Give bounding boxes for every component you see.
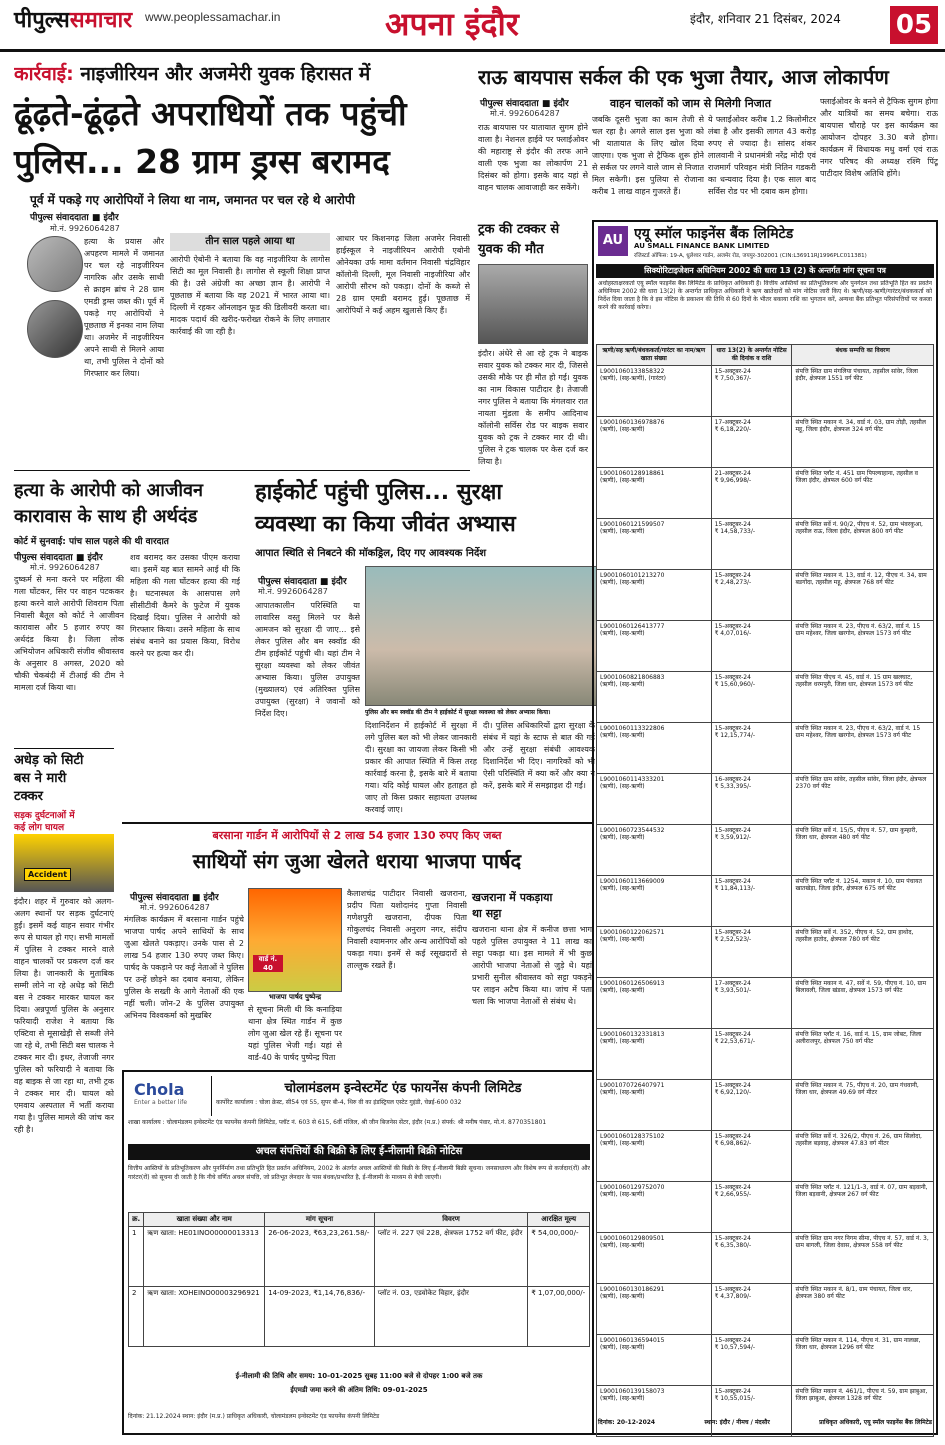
rau-subhead: वाहन चालकों को जाम से मिलेगी निजात: [610, 97, 771, 110]
chola-tagline: Enter a better life: [134, 1099, 188, 1106]
chola-cell-number: 2: [129, 1287, 144, 1347]
lead-col-2: आरोपी ऐबोनी ने बताया कि वह नाइजीरिया के लागोस सिटी का मूल निवासी है। लागोस से स्कूली शिक्षा प्राप्त की है। उसे अंग्रेजी का अच्छा ज्ञान है। आरोपी ने पूछताछ में बताया कि वह 2021 में भारत आया था। दिल्ली में रहकर ऑनलाइन फूड की डिलीवरी करता था। मादक पदार्थ की खरीद-फरोख्त रोकने के लिए लगातार कार्रवाई की जा रही है।: [170, 255, 330, 336]
au-notice-date: 17-अक्टूबर-24: [714, 418, 751, 426]
au-notice-date: 15-अक्टूबर-24: [714, 928, 751, 936]
au-cell-notice: [711, 518, 792, 569]
table-row: [597, 1079, 934, 1130]
councillor-photo: [248, 888, 342, 992]
au-cell-notice: [711, 365, 792, 416]
au-cell-borrower: [597, 722, 712, 773]
au-cell-notice: [711, 1028, 792, 1079]
au-notice-amount: ₹ 15,60,960/-: [714, 681, 756, 689]
accident-sub-1: सड़क दुर्घटनाओं में: [14, 811, 75, 821]
au-notice-amount: ₹ 11,84,113/-: [714, 885, 756, 893]
gamble-col-3: कैलाशचंद्र पाटीदार निवासी खजराना, प्रदीप पिता यशोदानंद गुप्ता निवासी गणेशपुरी खजराना, दीपक पिता गोकुलचंद निवासी अनुराग नगर, संदीप निवासी श्यामनगर और अन्य आरोपियों को पकड़ा गया। इनमें से कई रसूखदारों से ताल्लुक रखते हैं।: [347, 889, 467, 970]
lead-mobile: मो.नं. 9926064287: [50, 224, 120, 233]
rau-col-4: फ्लाईओवर के बनने से ट्रैफिक सुगम होगा और यात्रियों का समय बचेगा। राऊ बायपास चौराहे पर इस कार्यक्रम का आयोजन दोपहर 3.30 बजे होगा। कार्यक्रम में विधायक मधु वर्मा एवं राऊ नगर परिषद की अध्यक्ष रश्मि पिंटू पाटीदार विशेष अतिथि होंगे।: [820, 97, 938, 178]
au-cell-notice: [711, 467, 792, 518]
au-account-number: L9001060128375102: [600, 1132, 665, 1140]
au-borrower-names: (ऋणी), (सह-ऋणी): [600, 1395, 645, 1403]
au-cell-notice: [711, 620, 792, 671]
au-notice-date: 15-अक्टूबर-24: [714, 877, 751, 885]
au-borrower-names: (ऋणी), (सह-ऋणी): [600, 783, 645, 791]
gamble-headline: साथियों संग जुआ खेलते धराया भाजपा पार्षद: [192, 849, 522, 873]
au-cell-borrower: [597, 1079, 712, 1130]
au-cell-property: संपत्ति स्थित ग्राम सांवेर, तहसील सांवेर, जिला इंदौर, क्षेत्रफल 2370 वर्ग फीट: [792, 773, 934, 824]
accident-sign: Accident: [24, 868, 71, 881]
au-notice-amount: ₹ 4,07,016/-: [714, 630, 752, 638]
au-cell-property: संपत्ति स्थित मकान नं. 13, वार्ड नं. 12, पीएच नं. 34, ग्राम बडगोंदा, तहसील महू, क्षेत्रफल 768 वर्ग फीट: [792, 569, 934, 620]
au-cell-borrower: [597, 671, 712, 722]
chola-header-cell: विवरण: [374, 1213, 528, 1227]
au-notice-date: 15-अक्टूबर-24: [714, 622, 751, 630]
au-account-number: L9001060133858322: [600, 367, 665, 375]
divider: [122, 822, 592, 824]
au-cell-notice: [711, 1079, 792, 1130]
gamble-mobile: मो.नं. 9926064287: [140, 903, 210, 912]
rau-col-2: जबकि दूसरी भुजा का काम तेजी से चल रहा है। अगले साल इस भुजा को भी यातायात के लिए खोल दिया जाएगा। एक भुजा से ट्रैफिक शुरू होने से सर्कल पर लगने वाले जाम से निजात मिल सकेगी। इस पुलिया से रोजाना करीब 1 लाख वाहन गुजरते हैं।: [592, 115, 704, 196]
table-row: [597, 569, 934, 620]
au-notice-date: 15-अक्टूबर-24: [714, 367, 751, 375]
au-borrower-names: (ऋणी), (सह-ऋणी): [600, 885, 645, 893]
au-header-cell: बंधक सम्पत्ति का विवरण: [792, 345, 934, 366]
au-account-number: L9001060121599507: [600, 520, 665, 528]
divider: [14, 470, 470, 471]
au-cell-notice: [711, 569, 792, 620]
accident-photo: [14, 834, 114, 892]
chola-header-cell: क्र.: [129, 1213, 144, 1227]
chola-cell-reserve: ₹ 1,07,00,000/-: [528, 1287, 590, 1347]
murder-byline: पीपुल्स संवाददाता ■ इंदौर: [14, 553, 103, 563]
gamble-byline: पीपुल्स संवाददाता ■ इंदौर: [130, 893, 219, 903]
au-cell-notice: [711, 671, 792, 722]
table-row: [597, 1232, 934, 1283]
hc-subhead: आपात स्थिति से निबटने की मॉकड्रिल, दिए गए आवश्यक निर्देश: [255, 548, 487, 559]
hc-drill-photo: [365, 566, 597, 706]
au-account-number: L9001060139158073: [600, 1387, 665, 1395]
hc-mobile: मो.नं. 9926064287: [258, 587, 328, 596]
page-number: 05: [890, 6, 938, 44]
au-account-number: L9001060130186291: [600, 1285, 665, 1293]
au-account-number: L9001060101213270: [600, 571, 665, 579]
au-account-number: L9001060821806883: [600, 673, 665, 681]
au-account-number: L9001060128918861: [600, 469, 665, 477]
gamble-col-2: से सूचना मिली थी कि कनाड़िया थाना क्षेत्र स्थित गार्डन में कुछ लोग जुआ खेल रहे हैं। सूचना पर यहां पुलिस भेजी गई। यहां से वार्ड-40 के पार्षद पुष्पेन्द्र पिता: [248, 1005, 342, 1062]
au-notice-amount: ₹ 10,57,594/-: [714, 1344, 756, 1352]
accident-body: इंदौर। शहर में गुरुवार को अलग-अलग स्थानों पर सड़क दुर्घटनाएं हुईं। इसमें कई वाहन सवार गंभीर रूप से घायल हो गए। सभी मामलों में पुलिस ने टक्कर मारने वाले वाहन चालकों पर प्रकरण दर्ज कर लिया है। जानकारी के मुताबिक सम्मी लोने ना रहे अधेड़ को सिटी बस ने टक्कर मारकर घायल कर दिया। अन्नपूर्णा पुलिस के अनुसार फरियादी राजेश ने बताया कि एक्टिवा से मूसाखेड़ी से सब्जी लेने जा रहे थे, तभी सिटी बस चालक ने टक्कर मार दी। इधर, तेजाजी नगर पुलिस को फरियादी ने बताया कि वह बाइक से जा रहा था, तभी ट्रक ने टक्कर मार दी। घायल को एमवाय अस्पताल में भर्ती कराया गया है। पुलिस मामले की जांच कर रही है।: [14, 897, 114, 1134]
logo-brand: पीपुल्स: [14, 8, 70, 33]
au-cell-borrower: [597, 1130, 712, 1181]
au-notice-date: 15-अक्टूबर-24: [714, 1132, 751, 1140]
hc-caption: पुलिस और बम स्क्वॉड की टीम ने हाईकोर्ट में सुरक्षा व्यवस्था को लेकर अभ्यास किया।: [365, 709, 551, 716]
table-row: [597, 671, 934, 722]
lead-subhead: पूर्व में पकड़े गए आरोपियों ने लिया था नाम, जमानत पर चल रहे थे आरोपी: [30, 193, 355, 207]
rau-col-1: राऊ बायपास पर यातायात सुगम होने वाला है। नेशनल हाईवे पर फ्लाईओवर की महाराष्ट्र से इंदौर की तरफ आने वाली एक भुजा का लोकार्पण 21 दिसंबर को होगा। इसके बाद यहां से वाहन चालक आवाजाही कर सकेंगे।: [478, 123, 588, 192]
chola-title: चोलामंडलम इन्वेस्टमेंट एंड फायनेंस कंपनी लिमिटेड: [284, 1081, 522, 1096]
au-account-number: L9001060122062571: [600, 928, 665, 936]
table-row: [597, 365, 934, 416]
au-bank-name: एयू स्मॉल फाइनेंस बैंक लिमिटेड: [634, 226, 794, 242]
accident-sub-2: कई लोग घायल: [14, 823, 65, 833]
au-cell-property: संपत्ति स्थित मकान नं. 23, पीएच नं. 63/2, वार्ड नं. 15 ग्राम महेश्वर, जिला खरगोन, क्षेत्रफल 1573 वर्ग फीट: [792, 620, 934, 671]
au-cell-borrower: [597, 620, 712, 671]
au-cell-notice: [711, 824, 792, 875]
section-title: अपना इंदौर: [385, 5, 519, 43]
table-row: [597, 926, 934, 977]
au-account-number: L9001060113669009: [600, 877, 665, 885]
table-row: [129, 1227, 590, 1287]
au-bank-name-en: AU SMALL FINANCE BANK LIMITED: [634, 242, 770, 250]
rau-col-3: ये फ्लाईओवर करीब 1.2 किलोमीटर लंबा है और इसकी लागत 43 करोड़ रुपए से ज्यादा है। सांसद शंकर लालवानी ने प्रधानमंत्री नरेंद्र मोदी एवं राजमार्ग परिवहन मंत्री नितिन गडकरी का धन्यवाद दिया है। एक साल बाद सर्विस रोड पर भी दबाव कम होगा।: [708, 115, 816, 196]
chola-table: [128, 1212, 590, 1347]
au-cell-property: संपत्ति स्थित मकान नं. 461/1, पीएच नं. 59, ग्राम झाबुआ, जिला झाबुआ, क्षेत्रफल 1328 वर्ग फीट: [792, 1385, 934, 1436]
au-notice-amount: ₹ 2,66,955/-: [714, 1191, 752, 1199]
chola-header-cell: आरक्षित मूल्य: [528, 1213, 590, 1227]
chola-intro: वित्तीय आस्तियों के प्रतिभूतिकरण और पुनर्निर्माण तथा प्रतिभूति हित प्रवर्तन अधिनियम, 2002 के अंतर्गत अचल आस्तियों की बिक्री के लिए ई-नीलामी बिक्री सूचना। जनसाधारण और विशेष रूप से कर्जदार(रों) और गारंटर(रों) को सूचना दी जाती है कि नीचे वर्णित अचल संपत्ति, जो प्रतिभूत लेनदार के पास बंधक/प्रभारित है, ई-नीलामी के माध्यम से बेची जाएगी।: [128, 1165, 590, 1181]
au-notice-date: 15-अक्टूबर-24: [714, 673, 751, 681]
gamble-col-4: खजराना थाना क्षेत्र में कनीज छत्ता भाग पहले पुलिस उपायुक्त ने 11 लाख का सट्टा पकड़ा था। इस मामले में भी कुछ आरोपी भाजपा नेताओं से जुड़े थे। यहां प्रभारी सुनील श्रीवास्तव को सट्टा पकड़ने पर लाइन अटैच किया था। जांच में पता चला कि भाजपा नेताओं से संबंध थे।: [472, 925, 592, 1006]
ward-badge: वार्ड नं. 40: [253, 955, 283, 972]
au-account-number: L9001060129752070: [600, 1183, 665, 1191]
hc-byline: पीपुल्स संवाददाता ■ इंदौर: [258, 577, 347, 587]
au-borrower-names: (ऋणी), (सह-ऋणी): [600, 630, 645, 638]
au-borrower-names: (ऋणी), (सह-ऋणी): [600, 936, 645, 944]
au-cell-borrower: [597, 977, 712, 1028]
truck-body: इंदौर। अंधेरे से आ रहे ट्रक ने बाइक सवार युवक को टक्कर मार दी, जिससे उसकी मौके पर ही मौत हो गई। युवक का नाम विकास पाटीदार है। तेजाजी नगर पुलिस ने बताया कि मंगलवार रात नायता मुंडला के समीप आदिनाथ कॉलोनी सर्विस रोड पर बाइक सवार युवक को ट्रक ने टक्कर मार दी थी। पुलिस ने ट्रक चालक पर केस दर्ज कर लिया है।: [478, 349, 588, 466]
au-footer-place: स्थान: इंदौर / नीमच / मंदसौर: [704, 1419, 770, 1426]
au-cell-property: संपत्ति स्थित ग्राम मंगलिया पंचायत, तहसील सांवेर, जिला इंदौर, क्षेत्रफल 1551 वर्ग फीट: [792, 365, 934, 416]
au-cell-notice: [711, 722, 792, 773]
au-notice-date: 16-अक्टूबर-24: [714, 775, 751, 783]
au-borrower-names: (ऋणी), (सह-ऋणी), (गारंटर): [600, 375, 666, 383]
au-cell-property: संपत्ति स्थित मकान नं. 23, पीएच नं. 63/2, वार्ड नं. 15 ग्राम महेश्वर, जिला खरगोन, क्षेत्रफल 1573 वर्ग फीट: [792, 722, 934, 773]
table-row: [597, 773, 934, 824]
rau-headline: राऊ बायपास सर्कल की एक भुजा तैयार, आज लोकार्पण: [478, 65, 889, 89]
dateline: इंदौर, शनिवार 21 दिसंबर, 2024: [690, 12, 841, 26]
lead-kicker-text: नाइजीरियन और अजमेरी युवक हिरासत में: [80, 63, 371, 85]
au-account-number: L9001060126506913: [600, 979, 665, 987]
au-account-number: L9001060113322806: [600, 724, 665, 732]
chola-cell-desc: प्लॉट नं. 227 एवं 228, क्षेत्रफल 1752 वर्ग फीट, इंदौर: [374, 1227, 528, 1287]
au-account-number: L9001060723544532: [600, 826, 665, 834]
au-cell-borrower: [597, 875, 712, 926]
au-notice-amount: ₹ 4,37,809/-: [714, 1293, 752, 1301]
murder-col-1: दुष्कर्म से मना करने पर महिला की गला घोंटकर, सिर पर वाहन पटककर हत्या करने वाले आरोपी शिवराम पिता निवासी बैतूल को कोर्ट ने आजीवन कारावास और 5 हजार रुपए का अर्थदंड किया है। जिला लोक अभियोजन अधिकारी संजीव श्रीवास्तव के अनुसार 8 अगस्त, 2020 को चौकी चेकबंदी में टीआई की टीम ने मामला दर्ज किया था।: [14, 575, 124, 692]
chola-logo-box: [128, 1076, 212, 1116]
au-footer-date: दिनांक: 20-12-2024: [598, 1419, 656, 1426]
divider: [14, 748, 114, 749]
table-row: [597, 1028, 934, 1079]
au-intro: अधोहस्ताक्षरकर्ता एयू स्मॉल फाइनेंस बैंक लिमिटेड के प्राधिकृत अधिकारी है। वित्तीय आस्तियों का प्रतिभूतिकरण और पुनर्गठन तथा प्रतिभूति हित का प्रवर्तन अधिनियम 2002 की धारा 13(2) के अन्तर्गत प्राधिकृत अधिकारी ने ऋण खातेदारों को मांग नोटिस जारी किए थे। ऋणी/सह-ऋणी/गारंटर/बंधककर्ता को निर्देश दिया जाता है कि वे इस नोटिस के प्रकाशन की तिथि से 60 दिनों के भीतर बकाया राशि का भुगतान करें, अन्यथा बैंक प्रतिभूत परिसंपत्तियों पर कब्जा करने की कार्रवाई करेगा।: [598, 280, 932, 312]
chola-header-cell: मांग सूचना: [265, 1213, 375, 1227]
au-cell-borrower: [597, 1334, 712, 1385]
au-notice-date: 15-अक्टूबर-24: [714, 1336, 751, 1344]
au-cell-notice: [711, 1283, 792, 1334]
au-cell-borrower: [597, 1385, 712, 1436]
au-cell-property: संपत्ति स्थित सर्वे नं. 326/2, पीएच नं. 26, ग्राम सिलोदा, तहसील बड़वाह, क्षेत्रफल 47.83 वर्ग मीटर: [792, 1130, 934, 1181]
chola-cell-notice: 26-06-2023, ₹63,23,261.58/-: [265, 1227, 375, 1287]
au-cell-notice: [711, 1181, 792, 1232]
au-notice-amount: ₹ 9,96,998/-: [714, 477, 752, 485]
au-cell-notice: [711, 1130, 792, 1181]
au-borrower-names: (ऋणी), (सह-ऋणी): [600, 579, 645, 587]
au-cell-borrower: [597, 467, 712, 518]
chola-footer: दिनांक: 21.12.2024 स्थान: इंदौर (म.प्र.) प्राधिकृत अधिकारी, चोलामंडलम इन्वेस्टमेंट एंड फायनेंस कंपनी लिमिटेड: [128, 1413, 380, 1420]
table-row: [597, 1334, 934, 1385]
hc-col-2: दिशानिर्देशन में हाईकोर्ट में सुरक्षा में लगे पुलिस बल को भी लेकर जानकारी दी। सुरक्षा का जायजा लेकर किसी भी प्रकार की आपात स्थिति में किस तरह कार्रवाई करना है, इसके बारे में बताया गया। यदि कोई घायल और हताहत हो जाए तो किस प्रकार सहायता उपलब्ध करवाई जाए।: [365, 721, 477, 814]
au-cell-notice: [711, 977, 792, 1028]
au-notice-date: 15-अक्टूबर-24: [714, 724, 751, 732]
au-cell-property: संपत्ति स्थित ग्राम नगर निगम सीमा, पीएच नं. 57, वार्ड नं. 3, ग्राम बागली, जिला देवास, क्षेत्रफल 558 वर्ग फीट: [792, 1232, 934, 1283]
au-cell-borrower: [597, 1028, 712, 1079]
au-notice-date: 15-अक्टूबर-24: [714, 1030, 751, 1038]
au-notice-amount: ₹ 14,58,733/-: [714, 528, 756, 536]
chola-emd-date: ईएमडी जमा करने की अंतिम तिथि: 09-01-2025: [290, 1386, 428, 1394]
au-cell-property: संपत्ति स्थित मकान नं. 8/1, ग्राम पंचायत, जिला धार, क्षेत्रफल 380 वर्ग फीट: [792, 1283, 934, 1334]
au-notice-date: 15-अक्टूबर-24: [714, 520, 751, 528]
au-header-cell: ऋणी/सह ऋणी/बंधककर्ता/गारंटर का नाम/ऋण खाता संख्या: [597, 345, 712, 366]
table-row: [597, 518, 934, 569]
au-footer-sign: प्राधिकृत अधिकारी, एयू स्मॉल फाइनेंस बैंक लिमिटेड: [819, 1419, 932, 1426]
table-row: [129, 1287, 590, 1347]
au-account-number: L9001060126413777: [600, 622, 665, 630]
au-cell-notice: [711, 1385, 792, 1436]
au-account-number: L9001060132331813: [600, 1030, 665, 1038]
lead-kicker-label: कार्रवाई:: [14, 63, 74, 85]
au-notice-amount: ₹ 12,15,774/-: [714, 732, 756, 740]
au-account-number: L9001070726407971: [600, 1081, 665, 1089]
au-cell-notice: [711, 926, 792, 977]
au-notice-amount: ₹ 10,55,015/-: [714, 1395, 756, 1403]
au-cell-borrower: [597, 518, 712, 569]
au-cell-borrower: [597, 416, 712, 467]
table-row: [597, 416, 934, 467]
au-cell-borrower: [597, 365, 712, 416]
au-table-body: [597, 365, 934, 1436]
au-cell-borrower: [597, 1181, 712, 1232]
au-notice-amount: ₹ 3,93,501/-: [714, 987, 752, 995]
murder-mobile: मो.नं. 9926064287: [30, 563, 100, 572]
au-cell-borrower: [597, 773, 712, 824]
truck-headline-1: ट्रक की टक्कर से: [478, 222, 560, 237]
au-borrower-names: (ऋणी), (सह-ऋणी): [600, 1293, 645, 1301]
truck-headline-2: युवक की मौत: [478, 242, 544, 257]
newspaper-logo: [14, 4, 132, 34]
rau-byline: पीपुल्स संवाददाता ■ इंदौर: [480, 99, 569, 109]
au-notice-date: 15-अक्टूबर-24: [714, 1234, 751, 1242]
au-borrower-names: (ऋणी), (सह-ऋणी): [600, 1089, 645, 1097]
table-row: [597, 875, 934, 926]
au-notice-amount: ₹ 6,92,120/-: [714, 1089, 752, 1097]
chola-cell-reserve: ₹ 54,00,000/-: [528, 1227, 590, 1287]
chola-table-header: [129, 1213, 590, 1227]
au-cell-borrower: [597, 824, 712, 875]
au-notice-date: 15-अक्टूबर-24: [714, 1285, 751, 1293]
au-notice-amount: ₹ 2,48,273/-: [714, 579, 752, 587]
chola-notice: [122, 1070, 594, 1435]
au-header-cell: धारा 13(2) के अन्तर्गत नोटिस की दिनांक व राशि: [711, 345, 792, 366]
table-row: [597, 1181, 934, 1232]
chola-auction-date: ई-नीलामी की तिथि और समय: 10-01-2025 सुबह 11:00 बजे से दोपहर 1:00 बजे तक: [235, 1372, 483, 1380]
gamble-side-head-1: खजराना में पकड़ाया: [472, 891, 553, 904]
au-cell-property: संपत्ति स्थित मकान नं. 75, पीएच नं. 20, ग्राम गंधवानी, जिला धार, क्षेत्रफल 49.69 वर्ग मीटर: [792, 1079, 934, 1130]
lead-col-3: आधार पर किशनगढ़ जिला अजमेर निवासी हाईस्कूल ने नाइजीरियन आरोपी एबोनी ओनेयका उर्फ मामा वर्तमान निवासी चंद्रविहार कॉलोनी दिल्ली, मूल निवासी नाइजीरिया और आरोपी सौरभ को पकड़ा। दोनों के कब्जे से 28 ग्राम एमडी बरामद हुई। पूछताछ में आरोपियों ने कई अहम खुलासे किए हैं।: [336, 234, 470, 315]
lead-headline-1: ढूंढ़ते-ढूंढ़ते अपराधियों तक पहुंची: [14, 94, 407, 133]
rau-mobile: मो.नं. 9926064287: [490, 109, 560, 118]
au-logo: AU: [598, 226, 628, 256]
au-cell-property: संपत्ति स्थित प्लॉट नं. 121/1-3, वार्ड नं. 07, ग्राम बड़वानी, जिला बड़वानी, क्षेत्रफल 267 वर्ग फीट: [792, 1181, 934, 1232]
au-notice-amount: ₹ 2,52,523/-: [714, 936, 752, 944]
table-row: [597, 977, 934, 1028]
au-notice-amount: ₹ 3,59,912/-: [714, 834, 752, 842]
au-notice-date: 15-अक्टूबर-24: [714, 1387, 751, 1395]
au-cell-property: संपत्ति स्थित प्लॉट नं. 451 ग्राम पिपल्याहाना, तहसील व जिला इंदौर, क्षेत्रफल 600 वर्ग फीट: [792, 467, 934, 518]
gamble-side-head-2: था सट्टा: [472, 907, 502, 920]
accident-headline-3: टक्कर: [14, 789, 43, 804]
murder-subhead: कोर्ट में सुनवाई: पांच साल पहले की थी वारदात: [14, 537, 169, 547]
chola-corp-address: कार्पोरेट कार्यालय : चोला क्रेस्ट, सी54 एवं 55, सुपर बी-4, थिरु वी का इंडस्ट्रियल एस्टेट गुइंडी, चेन्नई-600 032: [216, 1099, 462, 1106]
au-borrower-names: (ऋणी), (सह-ऋणी): [600, 1191, 645, 1199]
au-borrower-names: (ऋणी), (सह-ऋणी): [600, 1344, 645, 1352]
au-cell-property: संपत्ति स्थित पीएच नं. 45, वार्ड नं. 15 ग्राम खलघाट, तहसील धरमपुरी, जिला धार, क्षेत्रफल 1573 वर्ग फीट: [792, 671, 934, 722]
hc-col-3: दी। पुलिस अधिकारियों द्वारा सुरक्षा के संबंध में यहां के स्टाफ से बात की गई और उन्हें सुरक्षा संबंधी आवश्यक दिशानिर्देश भी दिए। नागरिकों को भी ऐसी परिस्थिति में क्या करें और क्या न करें, इसके बारे में समझाइश दी गई।: [483, 721, 595, 790]
au-footer: [598, 1418, 932, 1426]
au-notice-date: 15-अक्टूबर-24: [714, 826, 751, 834]
truck-accident-photo: [478, 264, 588, 344]
au-cell-property: संपत्ति स्थित सर्वे नं. 90/2, पीएच नं. 52, ग्राम भंवरकुआ, तहसील राऊ, जिला इंदौर, क्षेत्रफल 800 वर्ग फीट: [792, 518, 934, 569]
murder-col-2: शव बरामद कर उसका पीएम कराया था। इसमें यह बात सामने आई थी कि महिला की गला घोंटकर हत्या की गई है। घटनास्थल के आसपास लगे सीसीटीवी कैमरे के फुटेज में युवक दिखाई दिया। पुलिस ने आरोपी को गिरफ्तार किया। उसने महिला के साथ संबंध बनाने का प्रयास किया, विरोध करने पर हत्या कर दी।: [130, 553, 240, 658]
murder-headline-1: हत्या के आरोपी को आजीवन: [14, 480, 203, 501]
au-cell-notice: [711, 773, 792, 824]
au-notice-date: 15-अक्टूबर-24: [714, 1183, 751, 1191]
chola-header-cell: खाता संख्या और नाम: [144, 1213, 265, 1227]
au-notice-amount: ₹ 6,18,220/-: [714, 426, 752, 434]
table-row: [597, 722, 934, 773]
lead-col-1-text: हत्या के प्रयास और अपहरण मामले में जमानत पर चल रहे नाइजीरियन नागरिक और उसके साथी से क्राइम ब्रांच ने 28 ग्राम एमडी ड्रग्स जब्त की। पूर्व में पकड़े गए आरोपियों ने पूछताछ में इनका नाम लिया था। अजमेर में नाइजीरियन अपने साथी से मिलने आया था, तभी पुलिस ने दोनों को गिरफ्तार कर लिया।: [84, 237, 164, 378]
au-cell-property: संपत्ति स्थित सर्वे नं. 15/5, पीएच नं. 57, ग्राम कुम्हारी, जिला धार, क्षेत्रफल 480 वर्ग फीट: [792, 824, 934, 875]
chola-cell-notice: 14-09-2023, ₹1,14,76,836/-: [265, 1287, 375, 1347]
au-cell-property: संपत्ति स्थित मकान नं. 34, वार्ड नं. 03, ग्राम तोड़ी, तहसील महू, जिला इंदौर, क्षेत्रफल 324 वर्ग फीट: [792, 416, 934, 467]
au-account-number: L9001060129809501: [600, 1234, 665, 1242]
au-borrower-names: (ऋणी), (सह-ऋणी): [600, 477, 645, 485]
au-table: [596, 344, 934, 1437]
au-cell-notice: [711, 1232, 792, 1283]
au-borrower-names: (ऋणी), (सह-ऋणी): [600, 426, 645, 434]
au-cell-borrower: [597, 1232, 712, 1283]
lead-headline-2: पुलिस... 28 ग्राम ड्रग्स बरामद: [14, 142, 390, 181]
table-row: [597, 824, 934, 875]
au-cell-borrower: [597, 926, 712, 977]
au-borrower-names: (ऋणी), (सह-ऋणी): [600, 834, 645, 842]
au-table-header: [597, 345, 934, 366]
au-notice-amount: ₹ 22,53,671/-: [714, 1038, 756, 1046]
au-notice-date: 17-अक्टूबर-24: [714, 979, 751, 987]
hc-col-1: आपातकालीन परिस्थिति या लावारिस वस्तु मिलने पर कैसे आमजन को सुरक्षा दी जाए... इसे लेकर पुलिस और बम स्क्वॉड की टीम हाईकोर्ट पहुंची थी। यहां टीम ने सुरक्षा व्यवस्था को लेकर जीवंत अभ्यास किया। पुलिस उपायुक्त (मुख्यालय) एवं अतिरिक्त पुलिस उपायुक्त (सुरक्षा) ने जवानों को निर्देश दिए।: [255, 601, 360, 718]
lead-inset-head: तीन साल पहले आया था: [170, 233, 330, 251]
chola-branch-address: शाखा कार्यालय : चोलामंडलम इन्वेस्टमेंट एंड फायनेंस कंपनी लिमिटेड, प्लॉट नं. 603 से 615, 6वीं मंजिल, श्री जीन बिजनेस सेंटर, इंदौर (म.प्र.) संपर्क: श्री मनीष पंवार, मो.नं. 8770351801: [128, 1119, 547, 1126]
accident-headline-2: बस ने मारी: [14, 771, 67, 786]
masthead: [0, 0, 945, 52]
table-row: [597, 1385, 934, 1436]
au-borrower-names: (ऋणी), (सह-ऋणी): [600, 1140, 645, 1148]
chola-logo: Chola: [134, 1080, 185, 1099]
chola-subtitle: अचल संपत्तियों की बिक्री के लिए ई-नीलामी बिक्री नोटिस: [128, 1144, 590, 1160]
chola-table-body: [129, 1227, 590, 1347]
table-row: [597, 467, 934, 518]
chola-cell-account: ऋण खाता: XOHEINO00003296921: [144, 1287, 265, 1347]
au-borrower-names: (ऋणी), (सह-ऋणी): [600, 1038, 645, 1046]
au-notice-amount: ₹ 5,33,395/-: [714, 783, 752, 791]
au-cell-notice: [711, 875, 792, 926]
au-address: रजिस्टर्ड ऑफिस: 19-A, धुलेश्वर गार्डन, अजमेर रोड, जयपुर-302001 (CIN:L36911RJ1996PLC011381): [634, 253, 867, 259]
au-cell-property: संपत्ति स्थित मकान नं. 114, पीएच नं. 31, ग्राम नालछा, जिला धार, क्षेत्रफल 1296 वर्ग फीट: [792, 1334, 934, 1385]
chola-cell-number: 1: [129, 1227, 144, 1287]
au-notice-title: सिक्योरिटाइजेशन अधिनियम 2002 की धारा 13 (2) के अन्तर्गत मांग सूचना पत्र: [596, 264, 934, 278]
au-borrower-names: (ऋणी), (सह-ऋणी): [600, 1242, 645, 1250]
au-notice-amount: ₹ 6,35,380/-: [714, 1242, 752, 1250]
au-cell-property: संपत्ति स्थित सर्वे नं. 352, पीएच नं. 52, ग्राम हाथोद, तहसील हातोद, क्षेत्रफल 780 वर्ग फीट: [792, 926, 934, 977]
au-borrower-names: (ऋणी), (सह-ऋणी): [600, 732, 645, 740]
au-cell-property: संपत्ति स्थित प्लॉट नं. 16, वार्ड नं. 15, ग्राम जोबट, जिला अलीराजपुर, क्षेत्रफल 750 वर्ग फीट: [792, 1028, 934, 1079]
au-cell-notice: [711, 1334, 792, 1385]
au-borrower-names: (ऋणी), (सह-ऋणी): [600, 987, 645, 995]
au-account-number: L9001060114333201: [600, 775, 665, 783]
councillor-caption: भाजपा पार्षद पुष्पेन्द्र: [268, 993, 322, 1001]
au-notice: [592, 220, 938, 1435]
au-account-number: L9001060136594015: [600, 1336, 665, 1344]
lead-kicker: [14, 60, 470, 92]
hc-headline-2: व्यवस्था का किया जीवंत अभ्यास: [255, 512, 516, 537]
au-notice-date: 21-अक्टूबर-24: [714, 469, 751, 477]
au-borrower-names: (ऋणी), (सह-ऋणी): [600, 528, 645, 536]
au-cell-notice: [711, 416, 792, 467]
logo-rest: समाचार: [69, 8, 133, 33]
au-notice-amount: ₹ 7,50,367/-: [714, 375, 752, 383]
au-account-number: L9001060136978876: [600, 418, 665, 426]
au-cell-property: संपत्ति स्थित प्लॉट नं. 1254, मकान नं. 10, ग्राम पंचायत खातखेड़ा, जिला इंदौर, क्षेत्रफल 675 वर्ग फीट: [792, 875, 934, 926]
hc-headline-1: हाईकोर्ट पहुंची पुलिस... सुरक्षा: [255, 480, 503, 505]
au-notice-amount: ₹ 6,98,862/-: [714, 1140, 752, 1148]
table-row: [597, 1130, 934, 1181]
chola-cell-account: ऋण खाता: HE01INO00000013313: [144, 1227, 265, 1287]
chola-cell-desc: प्लॉट नं. 03, एडवोकेट विहार, इंदौर: [374, 1287, 528, 1347]
gamble-kicker: बरसाना गार्डन में आरोपियों से 2 लाख 54 हजार 130 रुपए किए जब्त: [212, 829, 502, 842]
table-row: [597, 1283, 934, 1334]
au-cell-borrower: [597, 569, 712, 620]
au-cell-borrower: [597, 1283, 712, 1334]
table-row: [597, 620, 934, 671]
lead-byline: पीपुल्स संवाददाता ■ इंदौर: [30, 213, 119, 223]
au-borrower-names: (ऋणी), (सह-ऋणी): [600, 681, 645, 689]
gamble-col-1: मंगलिक कार्यक्रम में बरसाना गार्डन पहुंचे भाजपा पार्षद अपने साथियों के साथ जुआ खेलते पकड़ाए। उनके पास से 2 लाख 54 हजार 130 रुपए जब्त किए। पार्षद के पकड़ाने पर कई नेताओं ने पुलिस पर उन्हें छोड़ने का दबाव बनाया, लेकिन पुलिस के सख्ती के आगे नेताओं की एक नहीं चली। जोन-2 के पुलिस उपायुक्त अभिनय विश्वकर्मा को मुखबिर: [124, 915, 244, 1020]
au-cell-property: संपत्ति स्थित मकान नं. 47, सर्वे नं. 59, पीएच नं. 10, ग्राम बिलावली, जिला खंडवा, क्षेत्रफल 1573 वर्ग फीट: [792, 977, 934, 1028]
au-notice-date: 15-अक्टूबर-24: [714, 1081, 751, 1089]
accident-headline-1: अधेड़ को सिटी: [14, 753, 84, 768]
website-url[interactable]: www.peoplessamachar.in: [145, 10, 281, 24]
murder-headline-2: कारावास के साथ ही अर्थदंड: [14, 506, 198, 527]
au-notice-date: 15-अक्टूबर-24: [714, 571, 751, 579]
